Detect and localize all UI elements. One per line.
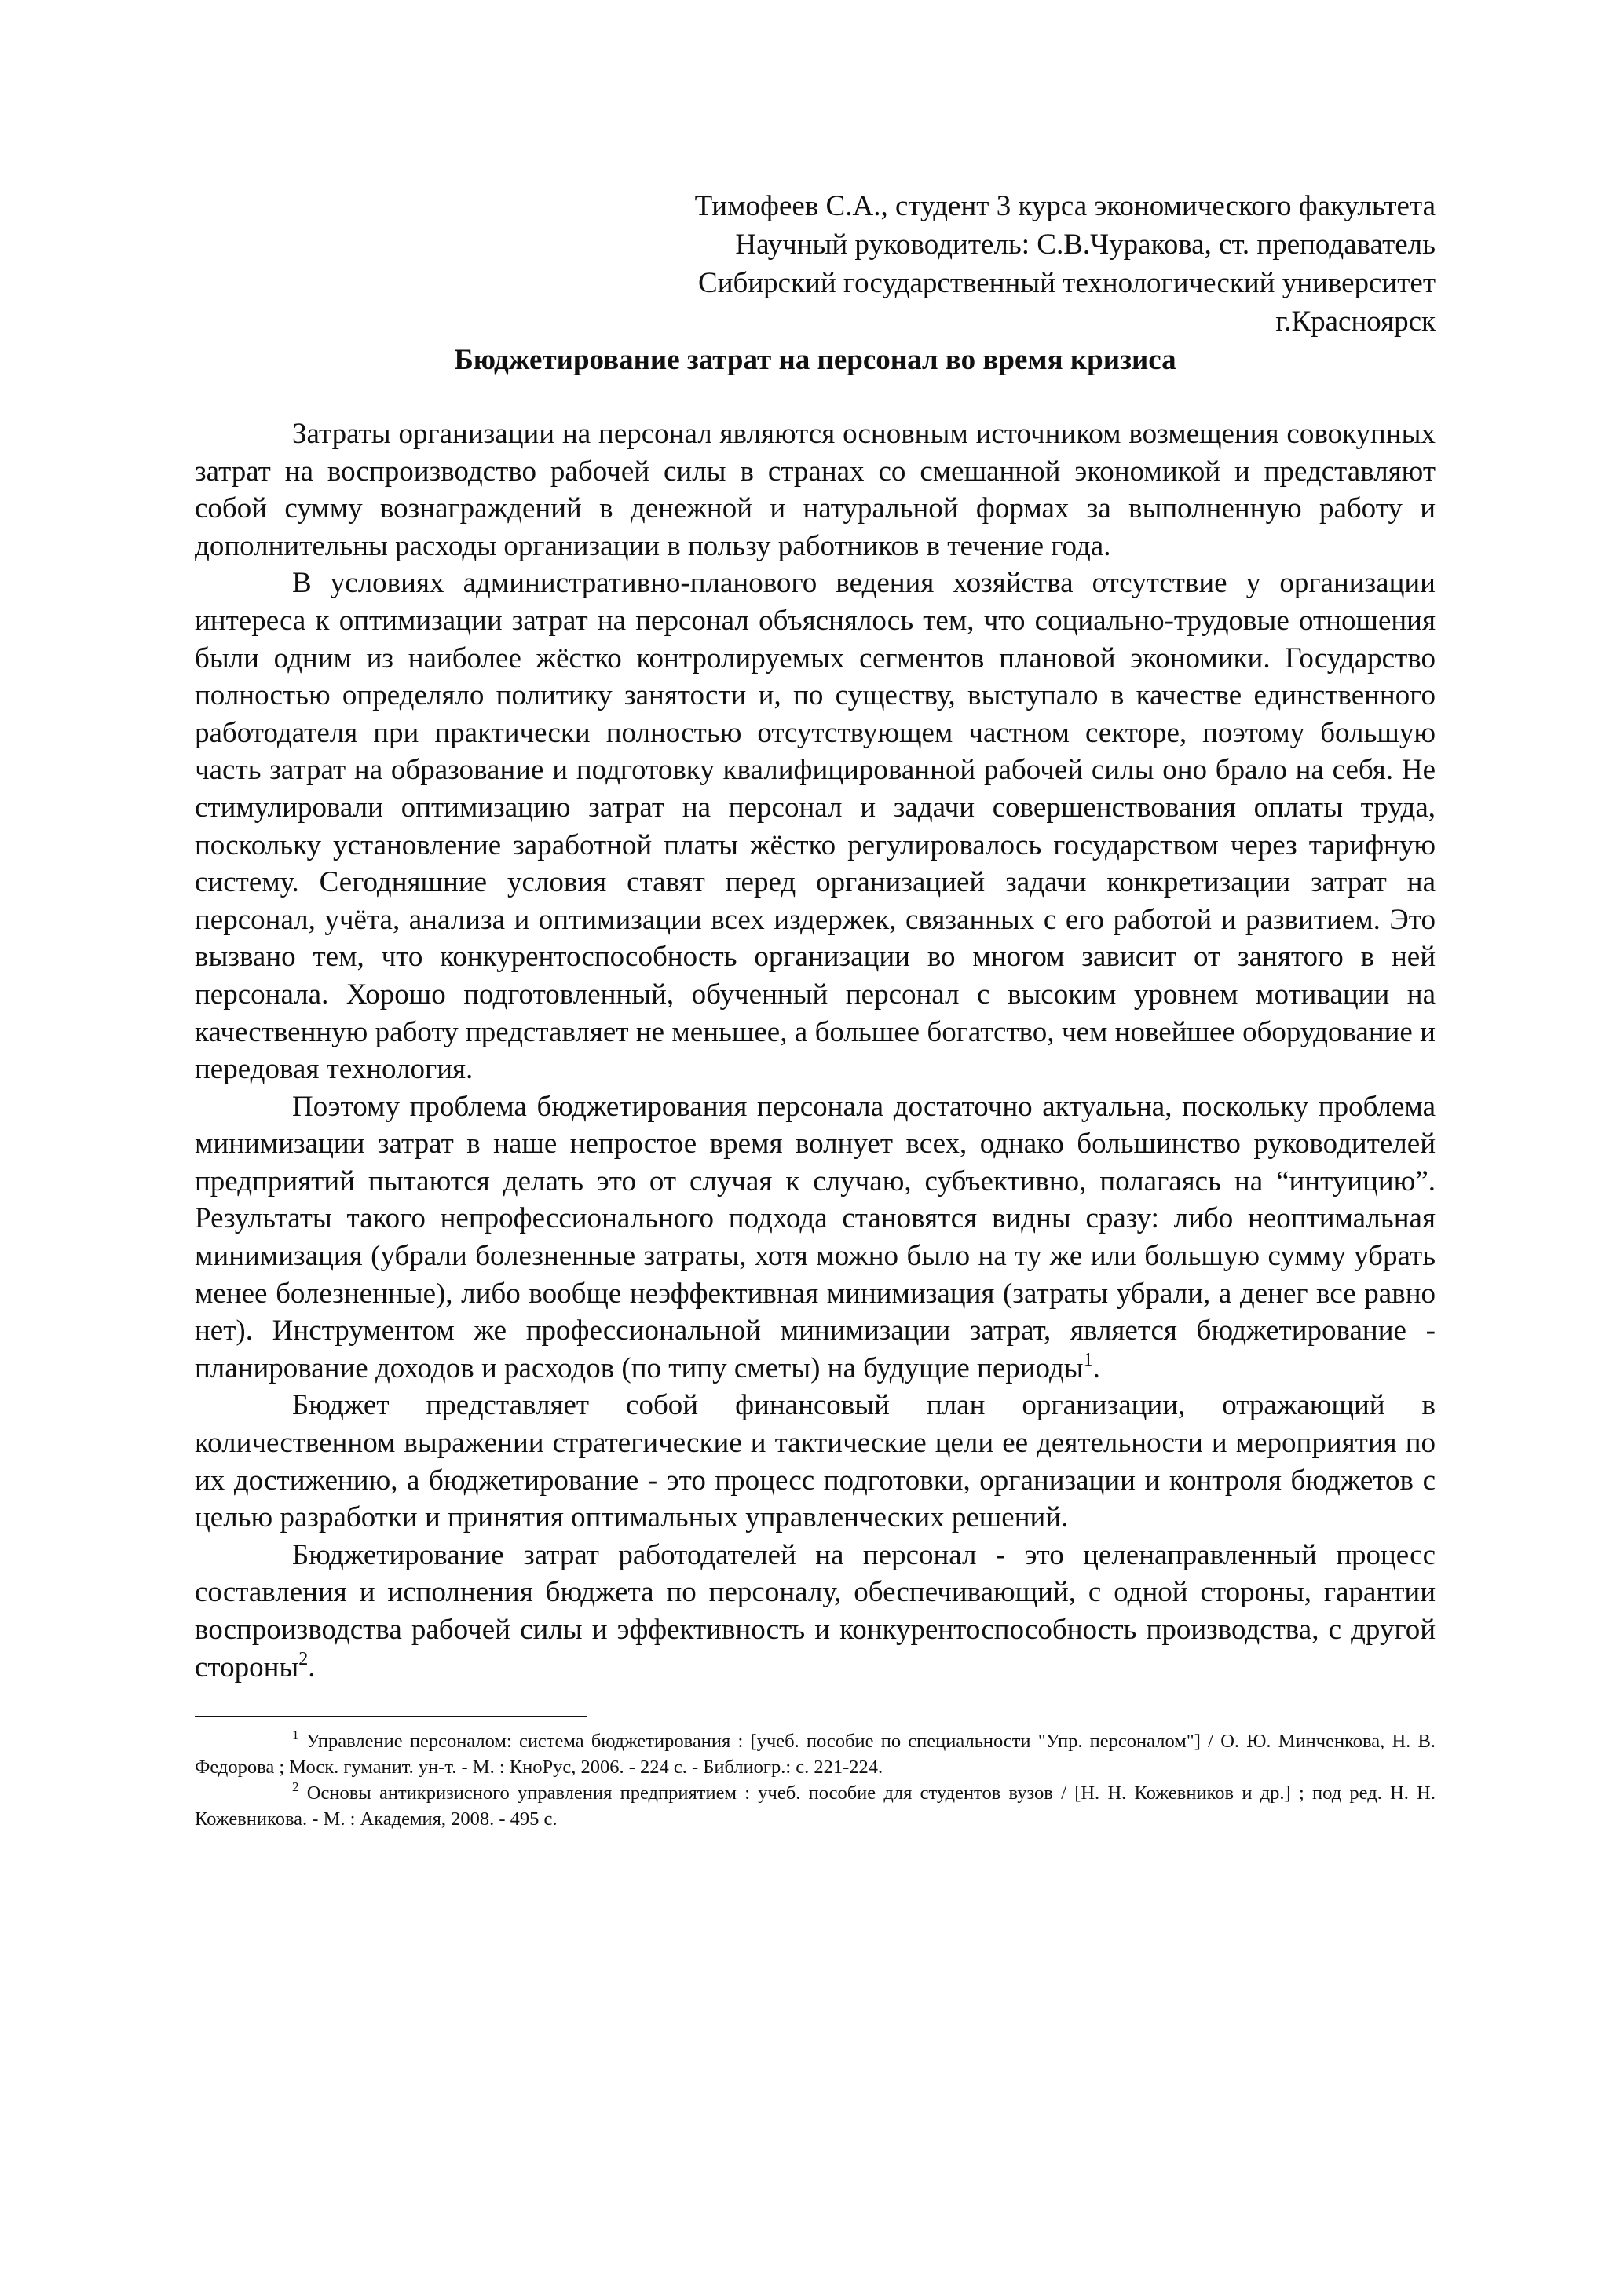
document-body (195, 415, 1436, 1686)
footnote-ref-1[interactable]: 1 (1083, 1349, 1093, 1370)
paragraph-3-end: . (1092, 1351, 1100, 1384)
footnotes-section (195, 1728, 1436, 1832)
footnote-1-number: 1 (292, 1727, 299, 1743)
paragraph-3 (195, 1088, 1436, 1387)
footnote-2 (195, 1780, 1436, 1832)
paragraph-4: Бюджет представляет собой финансовый план организации, отражающий в количественном выражении стратегические и тактические цели ее деятельности и мероприятия по их достижению, а бюджетирование - это процесс подготовки, организации и контроля бюджетов с целью разработки и принятия оптимальных управленческих решений. (195, 1389, 1436, 1534)
university-line: Сибирский государственный технологический университет (698, 267, 1436, 299)
supervisor-line: Научный руководитель: С.В.Чуракова, ст. преподаватель (735, 229, 1436, 261)
footnote-2-number: 2 (292, 1779, 299, 1795)
paragraph-2: В условиях административно-планового ведения хозяйства отсутствие у организации интереса к оптимизации затрат на персонал объяснялось тем, что социально-трудовые отношения были одним из наиболее жёстко контролируемых сегментов плановой экономики. Государство полностью определяло политику занятости и, по существу, выступало в качестве единственного работодателя при практически полностью отсутствующем частном секторе, поэтому большую часть затрат на образование и подготовку квалифицированной рабочей силы оно брало на себя. Не стимулировали оптимизацию затрат на персонал и задачи совершенствования оплаты труда, поскольку установление заработной платы жёстко регулировалось государством через тарифную систему. Сегодняшние условия ставят перед организацией задачи конкретизации затрат на персонал, учёта, анализа и оптимизации всех издержек, связанных с его работой и развитием. Это вызвано тем, что конкурентоспособность организации во многом зависит от занятого в ней персонала. Хорошо подготовленный, обученный персонал с высоким уровнем мотивации на качественную работу представляет не меньшее, а большее богатство, чем новейшее оборудование и передовая технология. (195, 567, 1436, 1086)
paragraph-1: Затраты организации на персонал являются основным источником возмещения совокупных затрат на воспроизводство рабочей силы в странах со смешанной экономикой и представляют собой сумму вознаграждений в денежной и натуральной формах за выполненную работу и дополнительны расходы организации в пользу работников в течение года. (195, 418, 1436, 562)
paragraph-5-text: Бюджетирование затрат работодателей на персонал - это целенаправленный процесс составления и исполнения бюджета по персоналу, обеспечивающий, с одной стороны, гарантии воспроизводства рабочей силы и эффективность и конкурентоспособность производства, с другой стороны (195, 1538, 1436, 1684)
city-line: г.Красноярск (1275, 305, 1436, 338)
document-title: Бюджетирование затрат на персонал во время кризиса (454, 344, 1176, 376)
footnote-1 (195, 1728, 1436, 1780)
footnote-ref-2[interactable]: 2 (298, 1648, 309, 1669)
footnote-2-text: Основы антикризисного управления предприятием : учеб. пособие для студентов вузов / [Н. Н. Кожевников и др.] ; под ред. Н. Н. Кожевникова. - М. : Академия, 2008. - 495 с. (195, 1782, 1436, 1830)
document-page (195, 187, 1436, 1832)
author-name-line: Тимофеев С.А., студент 3 курса экономического факультета (694, 190, 1436, 222)
paragraph-5-end: . (308, 1651, 316, 1684)
author-info (195, 187, 1436, 341)
paragraph-3-text: Поэтому проблема бюджетирования персонала достаточно актуальна, поскольку проблема минимизации затрат в наше непростое время волнует всех, однако большинство руководителей предприятий пытаются делать это от случая к случаю, субъективно, полагаясь на “интуицию”. Результаты такого непрофессионального подхода становятся видны сразу: либо неоптимальная минимизация (убрали болезненные затраты, хотя можно было на ту же или большую сумму убрать менее болезненные), либо вообще неэффективная минимизация (затраты убрали, а денег все равно нет). Инструментом же профессиональной минимизации затрат, является бюджетирование - планирование доходов и расходов (по типу сметы) на будущие периоды (195, 1090, 1436, 1384)
paragraph-5 (195, 1537, 1436, 1686)
footnote-1-text: Управление персоналом: система бюджетирования : [учеб. пособие по специальности "Упр. персоналом"] / О. Ю. Минченкова, Н. В. Федорова ; Моск. гуманит. ун-т. - М. : КноРус, 2006. - 224 с. - Библиогр.: с. 221-224. (195, 1731, 1436, 1779)
footnote-separator (195, 1716, 587, 1717)
